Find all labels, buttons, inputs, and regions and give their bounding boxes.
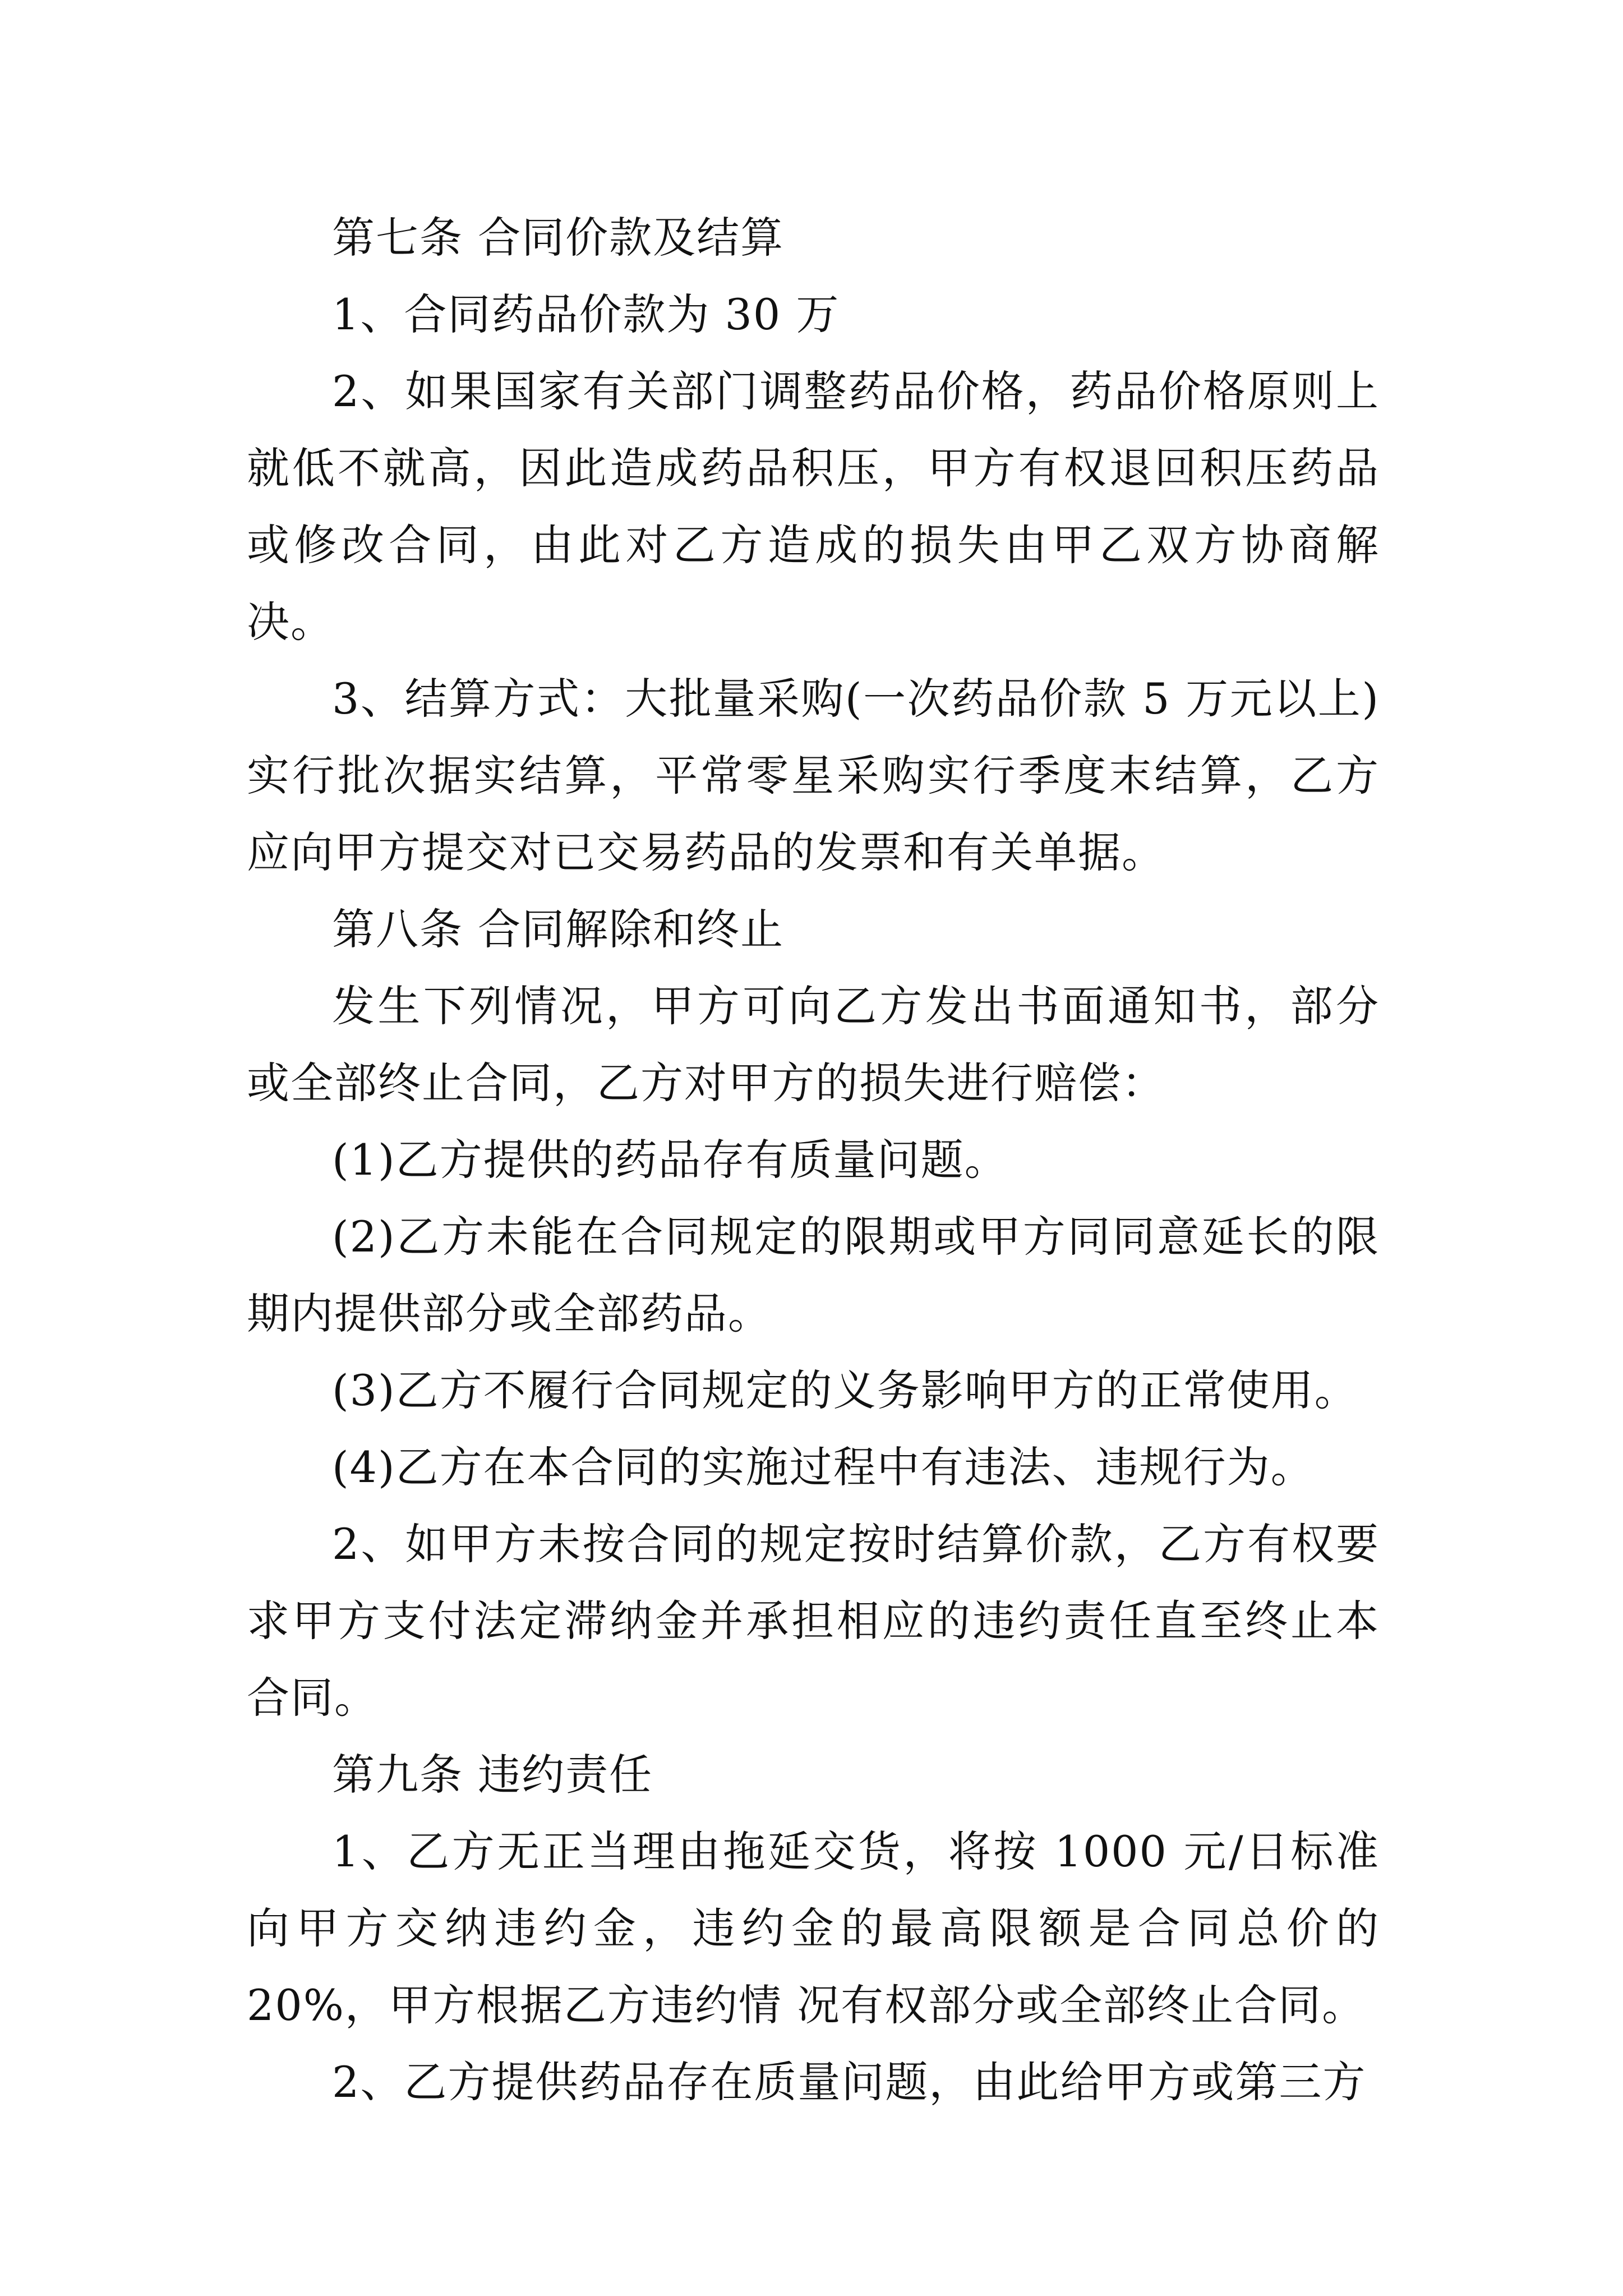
article-7-heading: 第七条 合同价款及结算 <box>332 213 785 263</box>
article-8-item-2: (2)乙方未能在合同规定的限期或甲方同同意延长的限期内提供部分或全部药品。 <box>247 1212 1380 1338</box>
article-9-clause-1: 1、乙方无正当理由拖延交货，将按 1000 元/日标准向甲方交纳违约金，违约金的最高限额是合同总价的 20%，甲方根据乙方违约情 况有权部分或全部终止合同。 <box>247 1826 1380 2030</box>
article-8-intro: 发生下列情况，甲方可向乙方发出书面通知书，部分或全部终止合同，乙方对甲方的损失进行赔偿： <box>247 981 1380 1108</box>
article-8-item-4: (4)乙方在本合同的实施过程中有违法、违规行为。 <box>332 1442 1315 1492</box>
article-9-heading: 第九条 违约责任 <box>332 1750 653 1800</box>
article-8-heading: 第八条 合同解除和终止 <box>332 904 785 954</box>
article-7-clause-2: 2、如果国家有关部门调整药品价格，药品价格原则上就低不就高，因此造成药品积压，甲方有权退回积压药品或修改合同，由此对乙方造成的损失由甲乙双方协商解决。 <box>247 366 1380 647</box>
article-9-clause-2: 2、乙方提供药品存在质量问题，由此给甲方或第三方 <box>332 2057 1367 2107</box>
article-8-clause-2: 2、如甲方未按合同的规定按时结算价款，乙方有权要求甲方支付法定滞纳金并承担相应的违约责任直至终止本合同。 <box>247 1519 1380 1723</box>
article-8-item-3: (3)乙方不履行合同规定的义务影响甲方的正常使用。 <box>332 1365 1358 1415</box>
article-7-clause-1: 1、合同药品价款为 30 万 <box>332 289 840 339</box>
article-7-clause-3: 3、结算方式：大批量采购(一次药品价款 5 万元以上)实行批次据实结算，平常零星采购实行季度末结算，乙方应向甲方提交对已交易药品的发票和有关单据。 <box>247 674 1380 877</box>
article-8-item-1: (1)乙方提供的药品存有质量问题。 <box>332 1135 1008 1185</box>
document-body <box>247 199 1380 2120</box>
